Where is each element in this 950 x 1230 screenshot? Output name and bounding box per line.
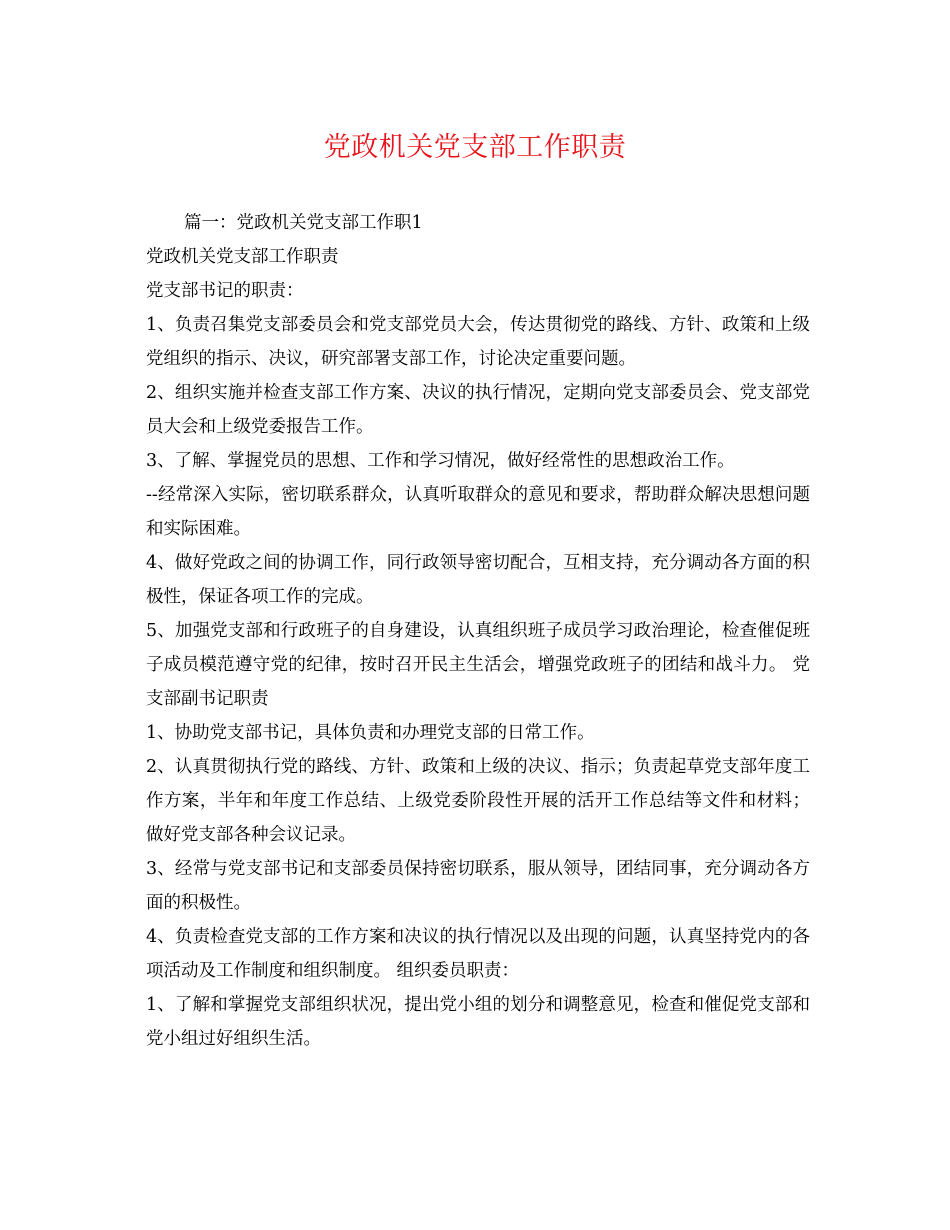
paragraph: 5、加强党支部和行政班子的自身建设，认真组织班子成员学习政治理论，检查催促班子成员模范遵守党的纪律，按时召开民主生活会，增强党政班子的团结和战斗力。 党支部副书记职责 <box>146 621 810 709</box>
document-title: 党政机关党支部工作职责 <box>323 132 627 163</box>
section-heading: 篇一：党政机关党支部工作职1 <box>184 213 423 233</box>
paragraph: 2、认真贯彻执行党的路线、方针、政策和上级的决议、指示；负责起草党支部年度工作方案，半年和年度工作总结、上级党委阶段性开展的活开工作总结等文件和材料；做好党支部各种会议记录。 <box>146 757 810 845</box>
paragraph: 3、了解、掌握党员的思想、工作和学习情况，做好经常性的思想政治工作。 <box>146 451 735 471</box>
paragraph: 党政机关党支部工作职责 <box>146 247 339 267</box>
paragraph: --经常深入实际，密切联系群众，认真听取群众的意见和要求，帮助群众解决思想问题和实际困难。 <box>146 485 810 539</box>
paragraph: 4、做好党政之间的协调工作，同行政领导密切配合，互相支持，充分调动各方面的积极性，保证各项工作的完成。 <box>146 553 810 607</box>
paragraph: 2、组织实施并检查支部工作方案、决议的执行情况，定期向党支部委员会、党支部党员大会和上级党委报告工作。 <box>146 383 810 437</box>
paragraph: 1、协助党支部书记，具体负责和办理党支部的日常工作。 <box>146 723 595 743</box>
paragraph: 4、负责检查党支部的工作方案和决议的执行情况以及出现的问题，认真坚持党内的各项活动及工作制度和组织制度。 组织委员职责： <box>146 927 810 981</box>
paragraph: 1、负责召集党支部委员会和党支部党员大会，传达贯彻党的路线、方针、政策和上级党组织的指示、决议，研究部署支部工作，讨论决定重要问题。 <box>146 315 810 369</box>
paragraph: 3、经常与党支部书记和支部委员保持密切联系，服从领导，团结同事，充分调动各方面的积极性。 <box>146 859 810 913</box>
paragraph: 党支部书记的职责： <box>146 281 304 301</box>
document-body <box>146 206 810 1056</box>
paragraph: 1、了解和掌握党支部组织状况，提出党小组的划分和调整意见，检查和催促党支部和党小组过好组织生活。 <box>146 995 810 1049</box>
